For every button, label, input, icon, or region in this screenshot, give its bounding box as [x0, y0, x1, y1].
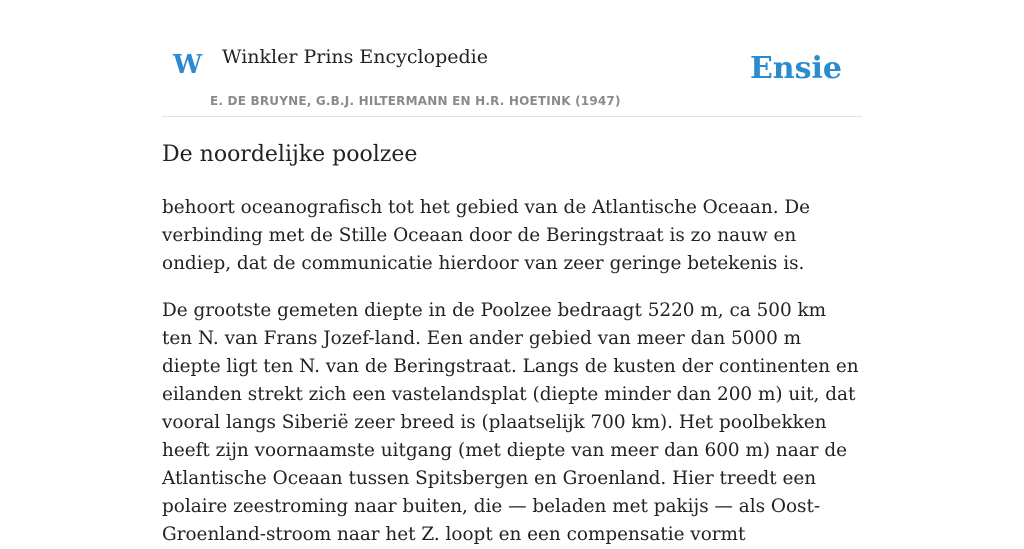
article-paragraph: behoort oceanografisch tot het gebied van de Atlantische Oceaan. De verbinding met de Stille Oceaan door de Beringstraat is zo nauw en ondiep, dat de communicatie hierdoor van zeer geringe betekenis is.	[162, 196, 811, 274]
article-title: De noordelijke poolzee	[162, 142, 418, 167]
site-logo[interactable]: W	[173, 50, 203, 80]
article-paragraph: De grootste gemeten diepte in de Poolzee bedraagt 5220 m, ca 500 km ten N. van Frans Jozef-land. Een ander gebied van meer dan 5000 m diepte ligt ten N. van de Beringstraat. Langs de kusten der continenten en eilanden strekt zich een vastelandsplat (diepte minder dan 200 m) uit, dat vooral langs Siberië zeer breed is (plaatselijk 700 km). Het poolbekken heeft zijn voornaamste uitgang (met diepte van meer dan 600 m) naar de Atlantische Oceaan tussen Spitsbergen en Groenland. Hier treedt een polaire zeestroming naar buiten, die — beladen met pakijs — als Oost-Groenland-stroom naar het Z. loopt en een compensatie vormt	[162, 299, 859, 545]
page	[162, 0, 862, 549]
authors-line: E. DE BRUYNE, G.B.J. HILTERMANN EN H.R. HOETINK (1947)	[210, 94, 621, 108]
brand-logo[interactable]: Ensie	[749, 51, 842, 86]
site-header	[162, 0, 862, 117]
site-title[interactable]: Winkler Prins Encyclopedie	[222, 46, 488, 68]
